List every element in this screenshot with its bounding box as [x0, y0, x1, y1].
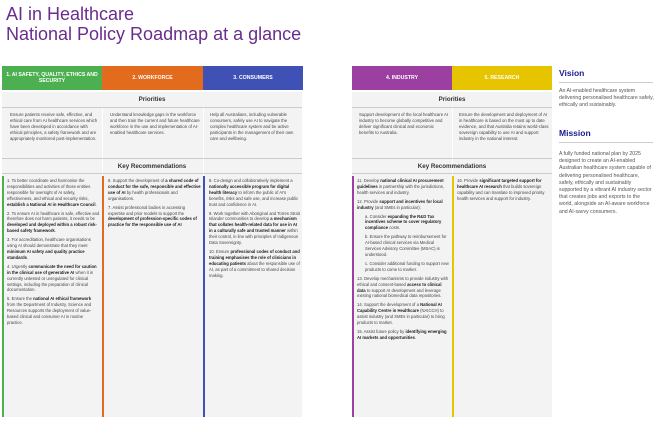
category-research: 5. RESEARCH: [452, 66, 552, 90]
category-consumers: 3. CONSUMERS: [203, 66, 303, 90]
divider: [352, 107, 552, 108]
recommendation-item: 3. For accreditation, healthcare organisations using AI should demonstrate that they meet minimum AI safety and quality practice standards.: [7, 237, 91, 260]
priority-safety: Ensure patients receive safe, effective, and ethical care from AI healthcare services which have been developed in accordance with ethical principles, a safety framework and are appropriately monitored post-implementation.: [10, 112, 98, 141]
recommendation-item: 15. Assist future policy by identifying emerging AI markets and opportunities.: [357, 328, 447, 340]
recommendations-heading: Key Recommendations: [417, 163, 487, 170]
recommendations-research: [457, 178, 550, 205]
recommendation-item: 9. Work together with Aboriginal and Torres Strait Islander communities to develop a mechanism that collates health-related data for use in AI in a culturally safe and trusted manner within their control, in line with principles of Indigenous Data Sovereignty.: [209, 210, 300, 246]
safety-accent-bar: [2, 176, 4, 417]
industry-accent-bar: [352, 176, 354, 417]
recommendation-item: 4. Urgently communicate the need for caution in the clinical use of generative AI when it is currently untested or unregulated for clinical settings, including the preparation of clinical documentation.: [7, 263, 97, 293]
recommendations-industry: [357, 178, 450, 344]
recommendations-consumers: [209, 178, 301, 282]
recommendation-item: 16. Provide significant targeted support for healthcare AI research that builds sovereign capability and can translate to improved priority health services and support for industry.: [457, 178, 545, 201]
divider: [352, 158, 552, 159]
recommendations-workforce: [108, 178, 201, 231]
priority-workforce: Understand knowledge gaps in the workforce and then train the current and future healthcare workforce in the use and implementation of AI-enabled healthcare services.: [110, 112, 200, 135]
recommendations-heading: Key Recommendations: [117, 163, 187, 170]
page-title: AI in Healthcare: [6, 4, 135, 24]
recommendation-subitem: a. Consider expanding the R&D Tax incentives scheme to cover regulatory compliance costs.: [365, 213, 442, 231]
vision-heading: Vision: [559, 68, 585, 78]
divider: [559, 142, 653, 143]
page-subtitle: National Policy Roadmap at a glance: [6, 24, 302, 44]
divider: [2, 173, 302, 174]
divider: [2, 158, 302, 159]
divider: [559, 82, 653, 83]
category-safety: 1. AI SAFETY, QUALITY, ETHICS AND SECURITY: [2, 66, 102, 90]
recommendation-item: 7. Assist professional bodies in accessing expertise and prior models to support the development of profession-specific codes of practice for the responsible use of AI: [108, 204, 197, 228]
category-industry: 4. INDUSTRY: [352, 66, 452, 90]
divider: [2, 107, 302, 108]
recommendation-item: 14. Support the development of a National AI Capability Centre in Healthcare (NAICCH) to assist industry (and SMEs in particular) to bring products to market.: [357, 302, 445, 326]
recommendation-item: 6. Support the development of a shared code of conduct for the safe, responsible and effective use of AI by health professionals and organisations.: [108, 178, 201, 201]
category-workforce: 2. WORKFORCE: [102, 66, 203, 90]
recommendation-item: 10. Ensure professional codes of conduct and training emphasises the role of clinicians in educating patients about the responsible use of AI, as part of a commitment to shared decision making.: [209, 248, 300, 278]
recommendation-subitem: c. Consider additional funding to support new products to come to market.: [365, 260, 449, 272]
vision-text: An AI-enabled healthcare system delivering personalised healthcare safely, ethically and sustainably.: [559, 88, 654, 109]
recommendation-item: 11. Develop national clinical AI procurement guidelines in partnership with the jurisdictions, health services and industry.: [357, 178, 445, 195]
recommendations-safety: [7, 178, 100, 329]
recommendation-item: 8. Co-design and collaboratively implement a nationally accessible program for digital health literacy to inform the public of AI's benefits, risks and safe use, and increase public trust and confidence in AI.: [209, 178, 299, 207]
recommendation-item: 12. Provide support and incentives for local industry (and SMEs in particular):: [357, 198, 443, 210]
recommendation-item: 13. Develop mechanisms to provide industry with ethical and consent-based access to clinical data to support AI development and leverage existing national biomedical data repositories.: [357, 275, 449, 299]
consumers-accent-bar: [203, 176, 205, 417]
divider: [352, 173, 552, 174]
recommendation-item: 1. To better coordinate and harmonise the responsibilities and activities of those entities responsible for oversight of AI safety, effectiveness, and ethical and security risks, establish a National AI in Healthcare Council.: [7, 178, 97, 207]
priority-research: Ensure the development and deployment of AI in healthcare is based on the most up to date evidence, and that Australia retains world-class sovereign capability to use AI and support industry in the national interest.: [459, 112, 549, 141]
recommendation-item: 2. To ensure AI in healthcare is safe, effective and therefore does not harm patients, it needs to be developed and deployed within a robust risk-based safety framework.: [7, 210, 100, 234]
mission-text: A fully funded national plan by 2025 designed to create an AI-enabled Australian healthcare system capable of delivering personalised healthcare, safely, ethically and sustainably supported by a vibrant AI industry sector that creates jobs and exports to the world, alongside an AI-aware workforce and AI-savvy consumers.: [559, 151, 652, 215]
mission-heading: Mission: [559, 128, 591, 138]
recommendation-item: 5. Ensure the national AI ethical framework from the Department of Industry, Science and Resources supports the deployment of value-based clinical and consumer AI in routine practice.: [7, 296, 92, 325]
research-accent-bar: [452, 176, 454, 417]
workforce-accent-bar: [102, 176, 104, 417]
priority-industry: Support development of the local healthcare AI industry to become globally competitive and deliver significant clinical and economic benefits to Australia.: [359, 112, 449, 135]
priorities-heading: Priorities: [438, 96, 466, 103]
priorities-heading: Priorities: [138, 96, 166, 103]
priority-consumers: Help all Australians, including vulnerable consumers, safely use AI to navigate the complex healthcare system and be active participants in the management of their own care and wellbeing.: [210, 112, 294, 141]
recommendation-subitem: b. Ensure the pathway to reimbursement for AI-based clinical services via Medical Services Advisory Committee (MSAC) is understood.: [365, 234, 447, 257]
